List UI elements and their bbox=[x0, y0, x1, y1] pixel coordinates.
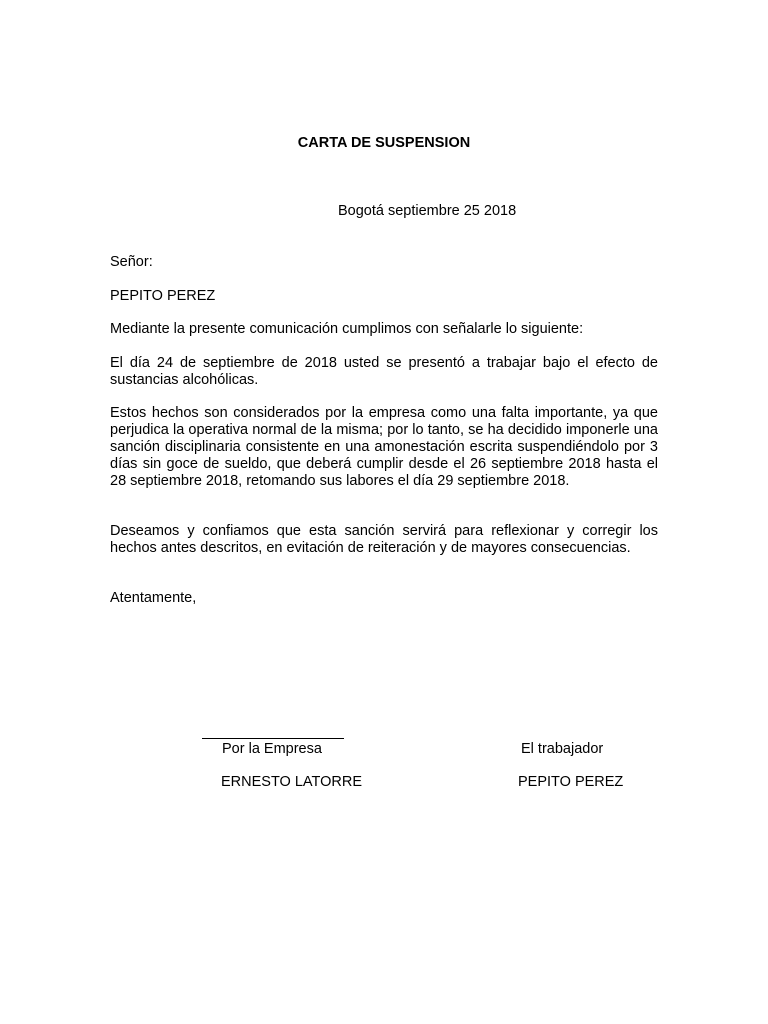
letter-title: CARTA DE SUSPENSION bbox=[297, 135, 471, 151]
paragraph-3 bbox=[110, 523, 658, 557]
company-signatory-name: ERNESTO LATORRE bbox=[221, 774, 363, 790]
intro bbox=[110, 321, 658, 338]
intro-text: Mediante la presente comunicación cumplimos con señalarle lo siguiente: bbox=[110, 321, 584, 337]
paragraph-2 bbox=[110, 405, 658, 490]
closing bbox=[110, 590, 658, 607]
recipient-name: PEPITO PEREZ bbox=[110, 288, 216, 304]
recipient bbox=[110, 288, 658, 305]
worker-signature-label: El trabajador bbox=[521, 741, 604, 757]
paragraph-1-text: El día 24 de septiembre de 2018 usted se presentó a trabajar bajo el efecto de sustancias alcohólicas. bbox=[110, 355, 658, 388]
paragraph-2-text: Estos hechos son considerados por la empresa como una falta importante, ya que perjudica la operativa normal de la misma; por lo tanto, se ha decidido imponerle una sanción disciplinaria consistente en una amonestación escrita suspendiéndolo por 3 días sin goce de sueldo, que deberá cumplir desde el 26 septiembre 2018 hasta el 28 septiembre 2018, retomando sus labores el día 29 septiembre 2018. bbox=[110, 405, 658, 489]
paragraph-3-text: Deseamos y confiamos que esta sanción servirá para reflexionar y corregir los hechos antes descritos, en evitación de reiteración y de mayores consecuencias. bbox=[110, 523, 658, 556]
salutation-text: Señor: bbox=[110, 254, 153, 270]
worker-signatory-name: PEPITO PEREZ bbox=[518, 774, 624, 790]
paragraph-1 bbox=[110, 355, 658, 389]
letter-date: Bogotá septiembre 25 2018 bbox=[338, 203, 517, 219]
company-signature-label: Por la Empresa bbox=[222, 741, 322, 757]
company-signature-line bbox=[202, 738, 344, 739]
salutation bbox=[110, 254, 658, 271]
closing-text: Atentamente, bbox=[110, 590, 197, 606]
